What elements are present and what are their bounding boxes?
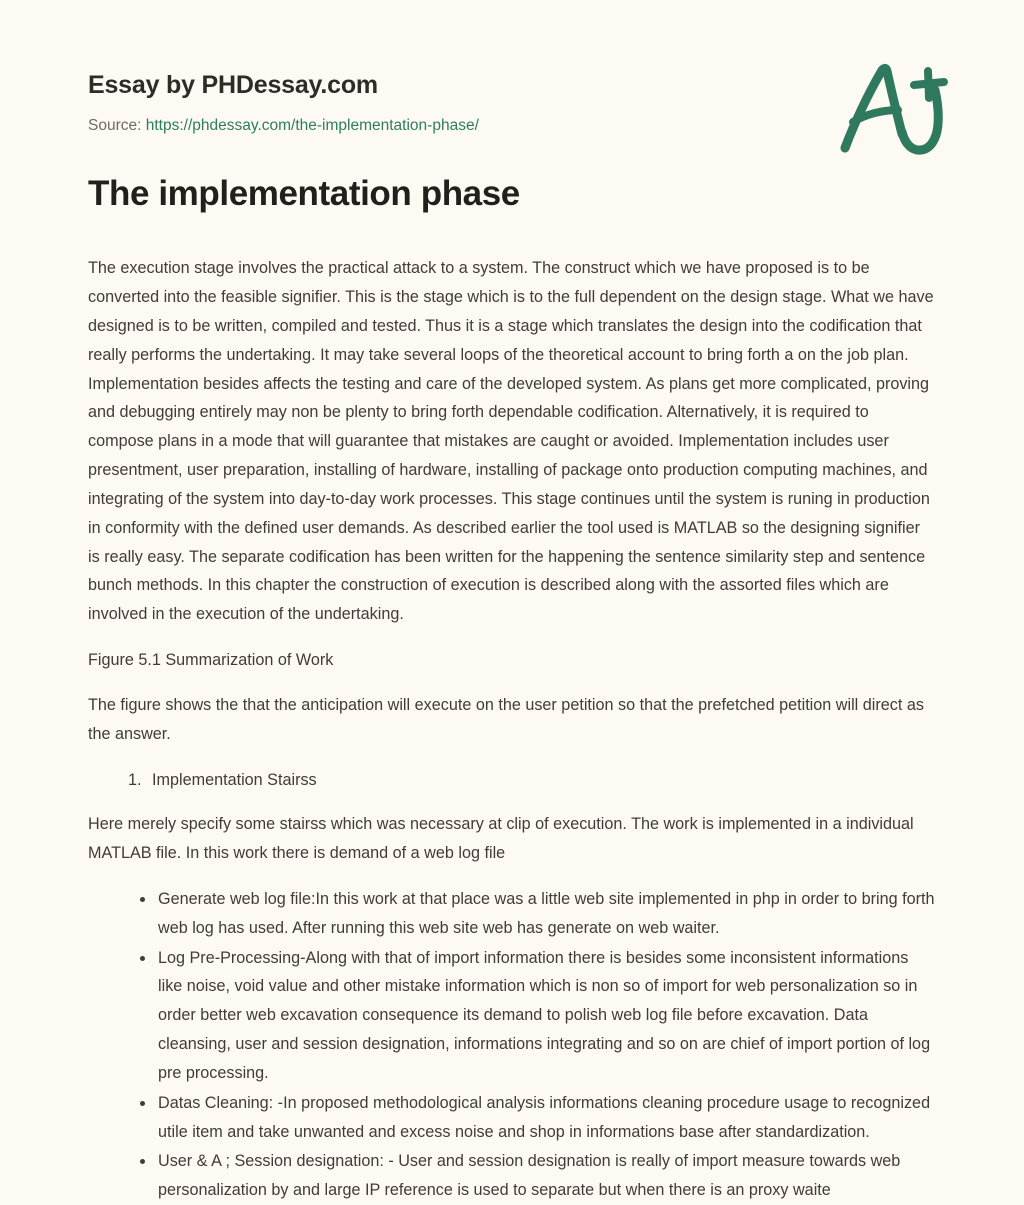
- implementation-bullet-list: [88, 885, 936, 1205]
- a-plus-logo: [828, 52, 958, 162]
- brand-title: Essay by PHDessay.com: [88, 71, 378, 99]
- list-item: Generate web log file:In this work at that place was a little web site implemented in php in order to bring forth web log has used. After running this web site web has generate on web waiter.: [140, 885, 936, 943]
- paragraph-figure-description: The figure shows the that the anticipation will execute on the user petition so that the prefetched petition will direct as the answer.: [88, 695, 924, 743]
- article-body: [88, 214, 936, 1205]
- paragraph-steps-intro: Here merely specify some stairss which was necessary at clip of execution. The work is implemented in a individual MATLAB file. In this work there is demand of a web log file: [88, 815, 914, 863]
- implementation-steps-list: [88, 766, 936, 795]
- list-item: User & A ; Session designation: - User and session designation is really of import measure towards web personalization by and large IP reference is used to separate but when there is an proxy waite: [140, 1147, 936, 1205]
- source-label: Source:: [88, 116, 142, 134]
- paragraph-intro: The execution stage involves the practical attack to a system. The construct which we have proposed is to be converted into the feasible signifier. This is the stage which is to the full dependent on the design stage. What we have designed is to be written, compiled and tested. Thus it is a stage which translates the design into the codification that really performs the undertaking. It may take several loops of the theoretical account to bring forth a on the job plan. Implementation besides affects the testing and care of the developed system. As plans get more complicated, proving and debugging entirely may non be plenty to bring forth dependable codification. Alternatively, it is required to compose plans in a mode that will guarantee that mistakes are caught or avoided. Implementation includes user presentment, user preparation, installing of hardware, installing of package onto production computing machines, and integrating of the system into day-to-day work processes. This stage continues until the system is runing in production in conformity with the defined user demands. As described earlier the tool used is MATLAB so the designing signifier is really easy. The separate codification has been written for the happening the sentence similarity step and sentence bunch methods. In this chapter the construction of execution is described along with the assorted files which are involved in the execution of the undertaking.: [88, 259, 934, 624]
- page-header: [88, 0, 936, 134]
- source-line: [88, 100, 936, 136]
- list-item: Log Pre-Processing-Along with that of import information there is besides some inconsistent informations like noise, void value and other mistake information which is non so of import for web personalization so in order better web excavation consequence its demand to polish web log file before excavation. Data cleansing, user and session designation, informations integrating and so on are chief of import portion of log pre processing.: [140, 944, 936, 1088]
- list-item: 1. Implementation Stairss: [146, 766, 936, 795]
- list-item: Datas Cleaning: -In proposed methodological analysis informations cleaning procedure usage to recognized utile item and take unwanted and excess noise and shop in informations base after standardization.: [140, 1089, 936, 1147]
- page-title: The implementation phase: [88, 174, 520, 213]
- source-url-link[interactable]: https://phdessay.com/the-implementation-phase/: [145, 116, 479, 134]
- figure-caption: Figure 5.1 Summarization of Work: [88, 651, 334, 670]
